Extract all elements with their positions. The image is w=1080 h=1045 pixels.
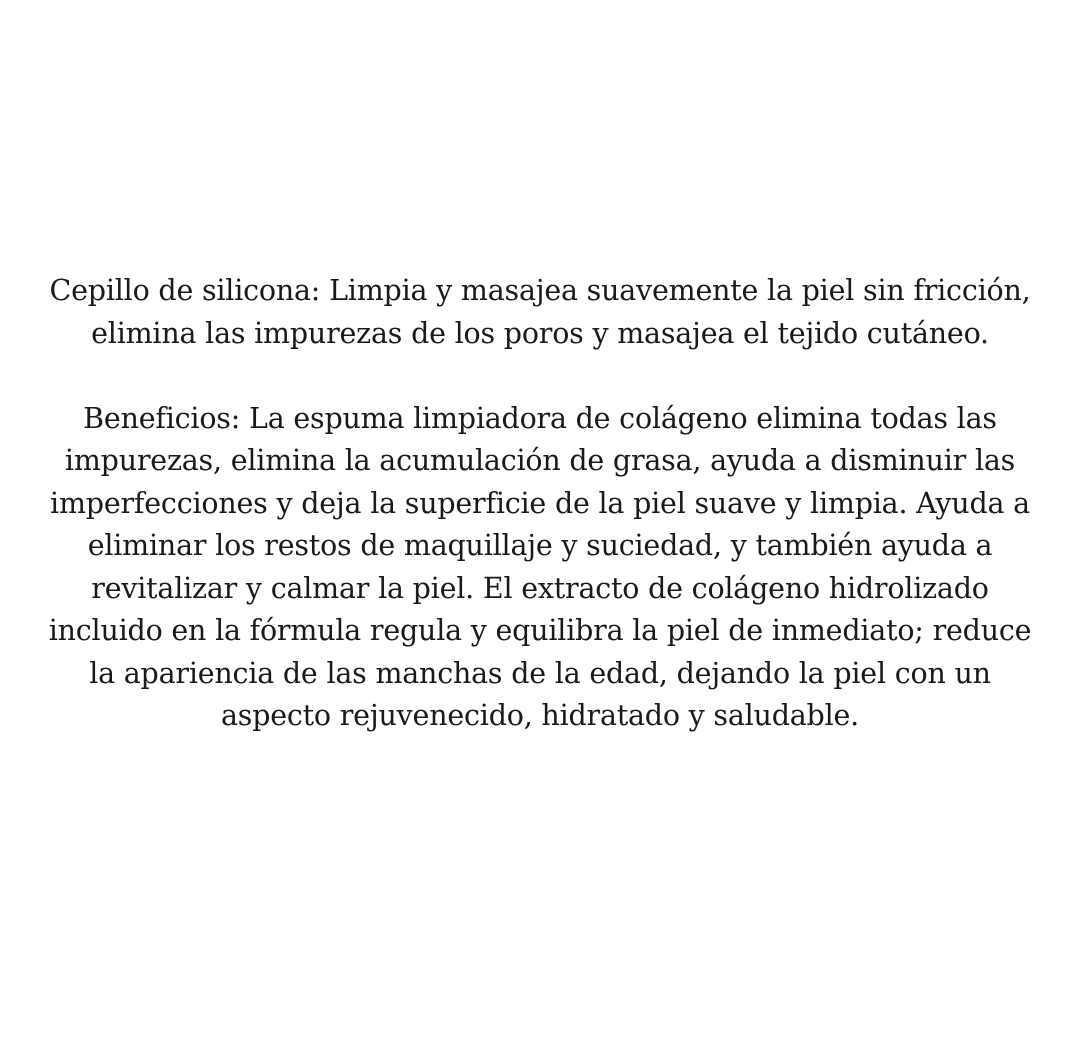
product-description <box>40 270 1040 738</box>
silicone-brush-paragraph: Cepillo de silicona: Limpia y masajea suavemente la piel sin fricción, elimina las impurezas de los poros y masajea el tejido cutáneo. <box>49 274 1031 350</box>
benefits-paragraph: Beneficios: La espuma limpiadora de colágeno elimina todas las impurezas, elimina la acumulación de grasa, ayuda a disminuir las imperfecciones y deja la superficie de la piel suave y limpia. Ayuda a eliminar los restos de maquillaje y suciedad, y también ayuda a revitalizar y calmar la piel. El extracto de colágeno hidrolizado incluido en la fórmula regula y equilibra la piel de inmediato; reduce la apariencia de las manchas de la edad, dejando la piel con un aspecto rejuvenecido, hidratado y saludable. <box>48 401 1032 732</box>
